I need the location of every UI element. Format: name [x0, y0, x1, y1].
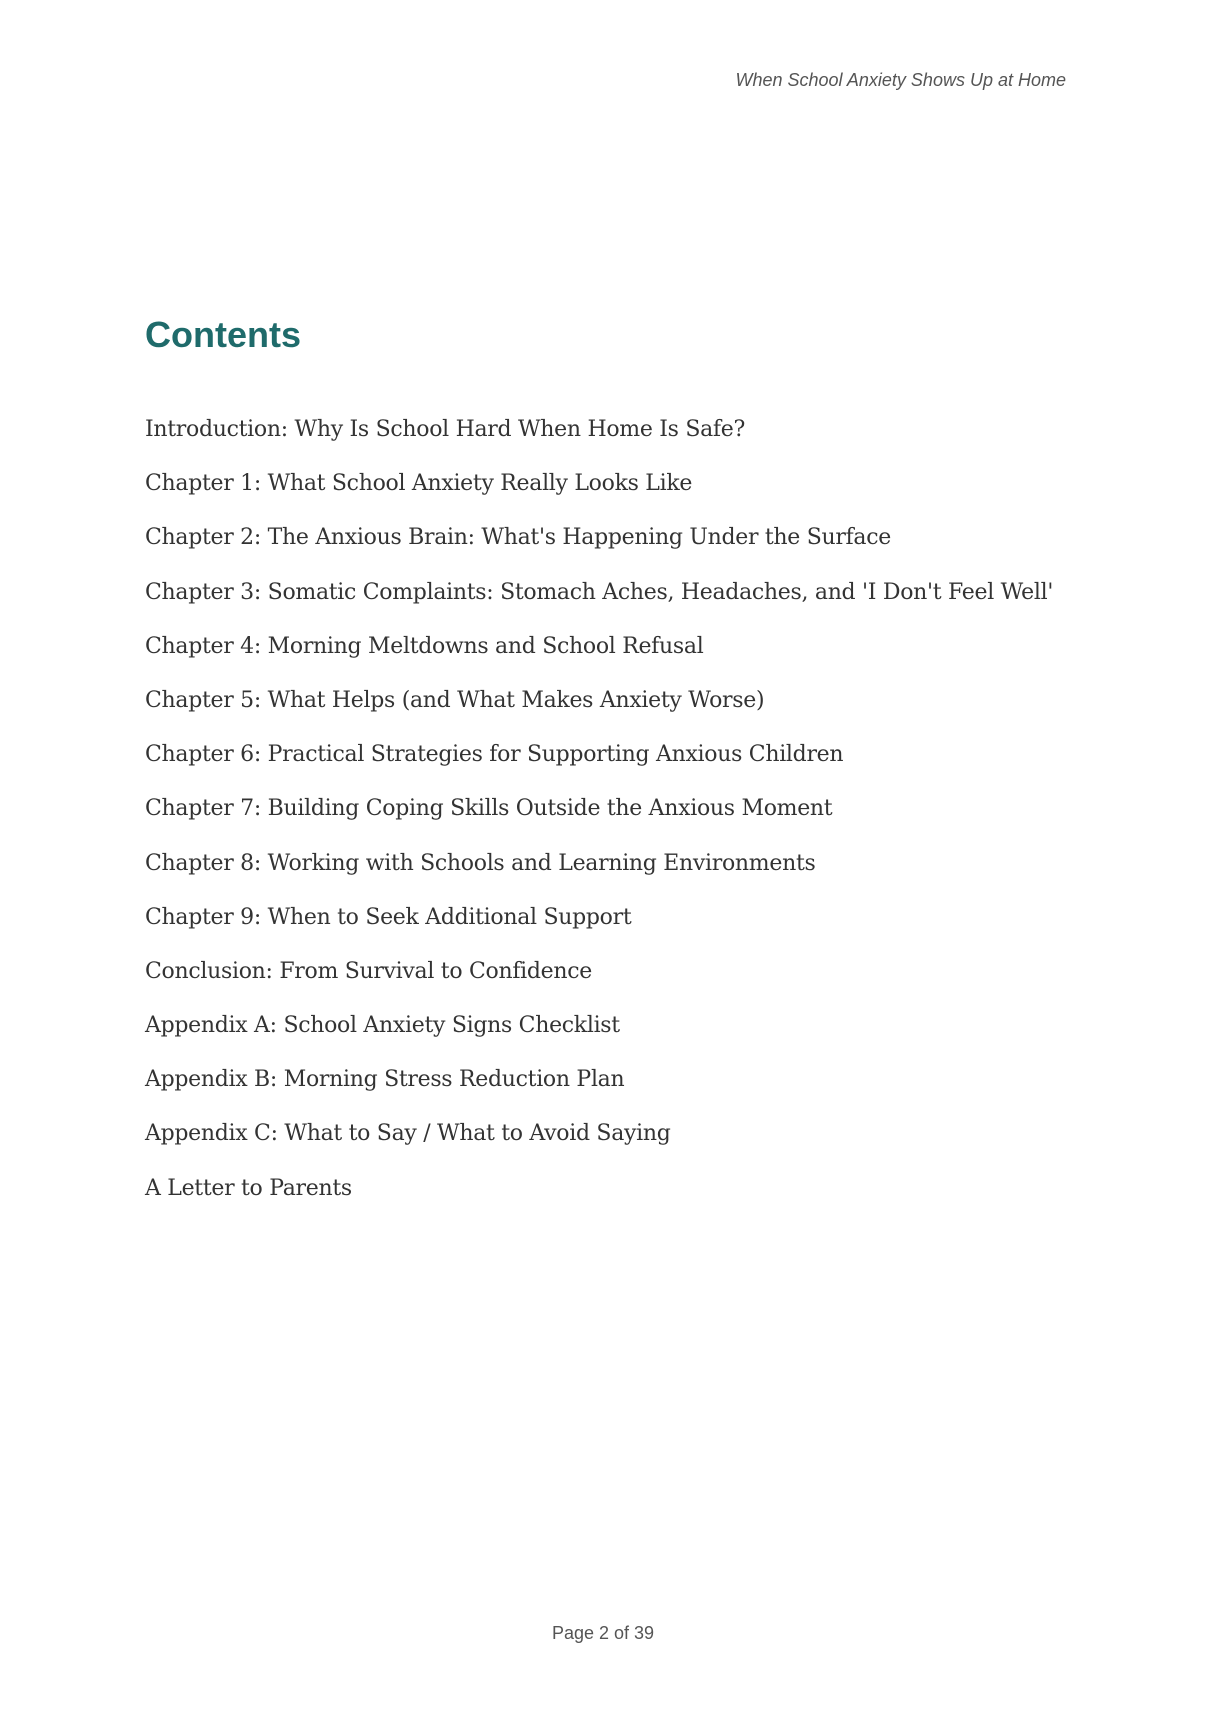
page-number: Page 2 of 39: [551, 1623, 655, 1643]
toc-entry-appendix-c[interactable]: Appendix C: What to Say / What to Avoid Saying: [145, 1121, 671, 1147]
toc-entry-introduction[interactable]: Introduction: Why Is School Hard When Home Is Safe?: [145, 417, 745, 442]
toc-entry-chapter-2[interactable]: Chapter 2: The Anxious Brain: What's Happening Under the Surface: [145, 525, 891, 551]
toc-entry-conclusion[interactable]: Conclusion: From Survival to Confidence: [145, 958, 593, 984]
contents-heading: Contents: [145, 314, 301, 355]
toc-entry-chapter-7[interactable]: Chapter 7: Building Coping Skills Outside the Anxious Moment: [145, 796, 833, 822]
running-header: When School Anxiety Shows Up at Home: [735, 70, 1066, 90]
toc-entry-chapter-4[interactable]: Chapter 4: Morning Meltdowns and School Refusal: [145, 633, 704, 659]
toc-entry-chapter-9[interactable]: Chapter 9: When to Seek Additional Support: [145, 904, 632, 930]
toc-entry-chapter-6[interactable]: Chapter 6: Practical Strategies for Supporting Anxious Children: [145, 742, 844, 768]
toc-entry-letter-to-parents[interactable]: A Letter to Parents: [145, 1175, 352, 1201]
toc-entry-appendix-a[interactable]: Appendix A: School Anxiety Signs Checklist: [145, 1013, 620, 1039]
table-of-contents: [145, 408, 1053, 1221]
toc-entry-chapter-3[interactable]: Chapter 3: Somatic Complaints: Stomach Aches, Headaches, and 'I Don't Feel Well': [145, 579, 1054, 605]
toc-entry-appendix-b[interactable]: Appendix B: Morning Stress Reduction Plan: [145, 1067, 625, 1093]
toc-entry-chapter-8[interactable]: Chapter 8: Working with Schools and Learning Environments: [145, 850, 816, 876]
toc-entry-chapter-5[interactable]: Chapter 5: What Helps (and What Makes Anxiety Worse): [145, 687, 765, 713]
toc-entry-chapter-1[interactable]: Chapter 1: What School Anxiety Really Looks Like: [145, 471, 693, 497]
